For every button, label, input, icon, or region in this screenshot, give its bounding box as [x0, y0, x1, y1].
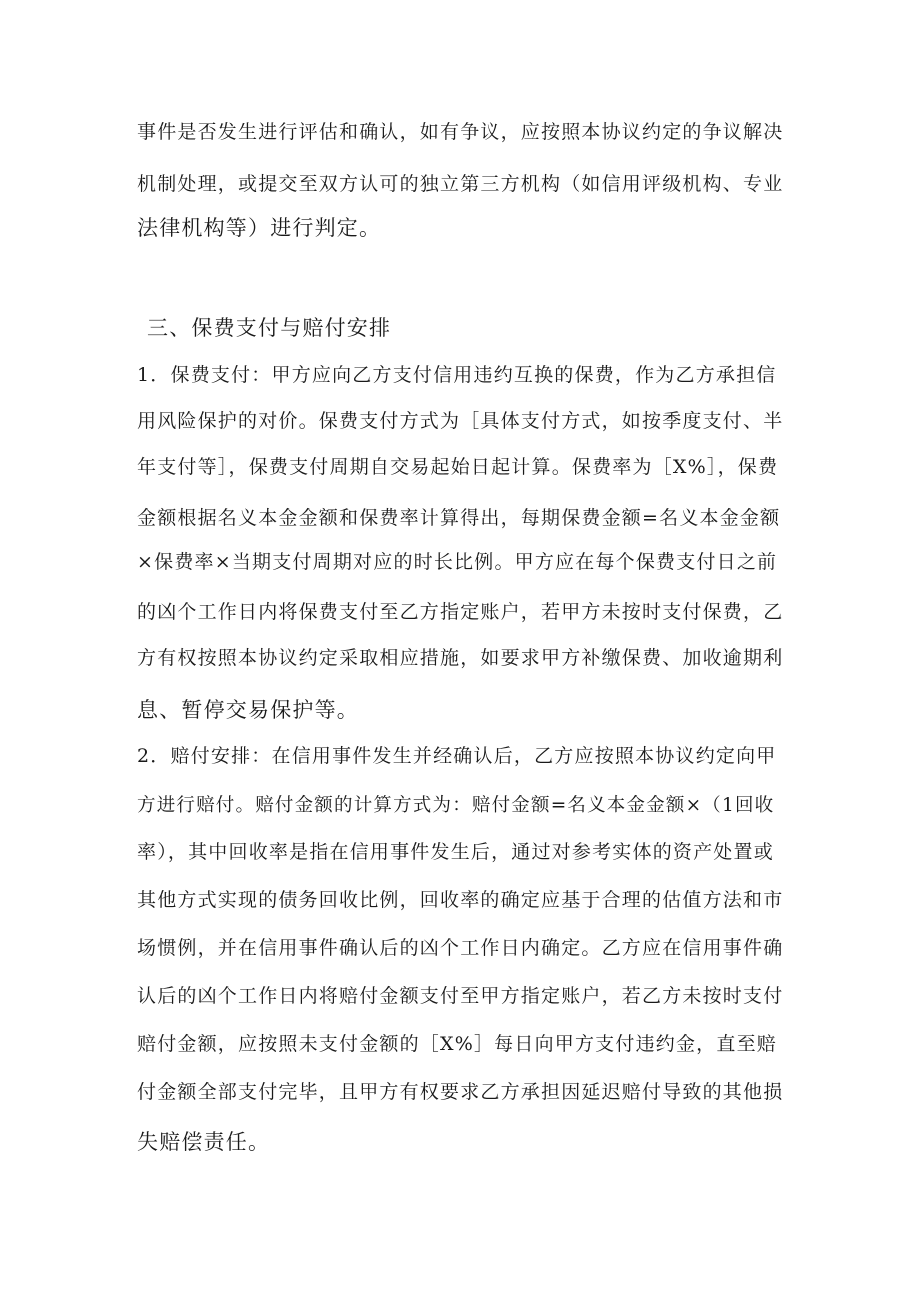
paragraph-line: 其他方式实现的债务回收比例，回收率的确定应基于合理的估值方法和市 [137, 889, 784, 911]
paragraph-line: 方有权按照本协议约定采取相应措施，如要求甲方补缴保费、加收逾期利 [137, 647, 784, 669]
paragraph-line: 率），其中回收率是指在信用事件发生后，通过对参考实体的资产处置或 [137, 841, 774, 863]
paragraph-line: 金额根据名义本金金额和保费率计算得出，每期保费金额=名义本金金额 [137, 507, 781, 529]
paragraph-line: 场惯例，并在信用事件确认后的凶个工作日内确定。乙方应在信用事件确 [137, 937, 784, 959]
paragraph-line: 赔付金额，应按照未支付金额的［X%］每日向甲方支付违约金，直至赔 [137, 1033, 777, 1055]
paragraph-line: ×保费率×当期支付周期对应的时长比例。甲方应在每个保费支付日之前 [137, 551, 778, 573]
paragraph-line: 息、暂停交易保护等。 [137, 698, 359, 722]
paragraph-line: 1．保费支付：甲方应向乙方支付信用违约互换的保费，作为乙方承担信 [137, 364, 777, 386]
paragraph-line: 事件是否发生进行评估和确认，如有争议，应按照本协议约定的争议解决 [137, 121, 784, 143]
paragraph-line: 失赔偿责任。 [137, 1130, 271, 1154]
paragraph-line: 的凶个工作日内将保费支付至乙方指定账户，若甲方未按时支付保费，乙 [137, 601, 784, 623]
paragraph-line: 法律机构等）进行判定。 [137, 216, 382, 240]
paragraph-line: 认后的凶个工作日内将赔付金额支付至甲方指定账户，若乙方未按时支付 [137, 985, 784, 1007]
paragraph-line: 机制处理，或提交至双方认可的独立第三方机构（如信用评级机构、专业 [137, 173, 784, 195]
section-heading: 三、保费支付与赔付安排 [147, 316, 392, 340]
paragraph-line: 用风险保护的对价。保费支付方式为［具体支付方式，如按季度支付、半 [137, 410, 784, 432]
paragraph-line: 方进行赔付。赔付金额的计算方式为：赔付金额=名义本金金额×（1回收 [137, 795, 775, 816]
paragraph-line: 2．赔付安排：在信用事件发生并经确认后，乙方应按照本协议约定向甲 [137, 745, 777, 767]
paragraph-line: 年支付等］，保费支付周期自交易起始日起计算。保费率为［X%］，保费 [137, 456, 779, 478]
paragraph-line: 付金额全部支付完毕，且甲方有权要求乙方承担因延迟赔付导致的其他损 [137, 1081, 784, 1103]
